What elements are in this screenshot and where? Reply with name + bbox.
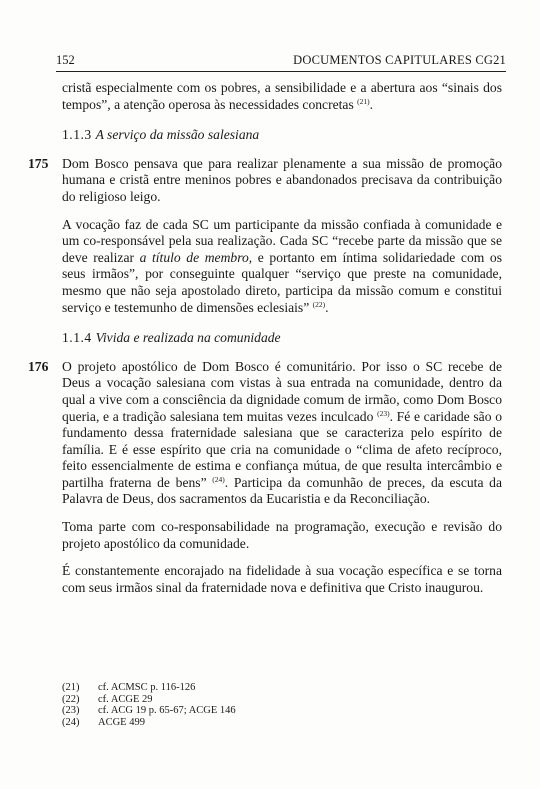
section-title: A serviço da missão salesiana (95, 127, 260, 143)
running-title: DOCUMENTOS CAPITULARES CG21 (293, 53, 506, 67)
section-heading (62, 330, 502, 347)
footnote-item (62, 717, 236, 729)
paragraph-text: e portanto em íntima solidariedade com os seus irmãos”, por conseguinte qualquer “serviço que preste na comunidade, mesmo que não seja apostolado direto, participa da missão comum e constitui serviço e testemunho de dimensões eclesiais” (62, 249, 502, 315)
footnote-text: cf. ACG 19 p. 65-67; ACGE 146 (98, 705, 236, 716)
paragraph-continued: cristã especialmente com os pobres, a sensibilidade e a abertura aos “sinais dos tempos”, a atenção operosa às necessidades concretas $^{(21)}$. (62, 80, 502, 112)
page-body (28, 80, 502, 607)
section-title: Vivida e realizada na comunidade (95, 330, 281, 346)
footnote-number: (23) (62, 705, 80, 716)
numbered-paragraph-176 (28, 358, 502, 508)
footnote-number: (24) (62, 716, 80, 728)
section-heading (62, 127, 502, 144)
page-number: 152 (56, 53, 75, 67)
paragraph-text: cristã especialmente com os pobres, a sensibilidade e a abertura aos “sinais dos tempos”, a atenção operosa às necessidades concretas (62, 80, 502, 112)
paragraph-text: . Fé e caridade são o fundamento dessa fraternidade salesiana que se caracteriza pelo espírito de família. E é esse espírito que cria na comunidade o “clima de afeto recíproco, feito essencialmente de estima e confiança mútua, de que resulta intercâmbio e partilha fraterna de bens” (62, 408, 502, 490)
section-number: 1.1.3 (62, 127, 92, 143)
footnote-ref: (23) (377, 408, 390, 418)
footnote-ref: (24) (212, 474, 225, 484)
paragraph-text: A vocação faz de cada SC um participante da missão confiada à comunidade e um co-responsável pela sua realização. Cada SC “recebe parte da missão que se deve realizar (62, 216, 502, 265)
paragraph-text: O projeto apostólico de Dom Bosco é comunitário. Por isso o SC recebe de Deus a vocação salesiana com vistas à sua entrada na comunidade, dentro da qual a vive com a consciência da dignidade comum de irmão, como Dom Bosco queria, e a tradição salesiana tem muitas vezes inculcado (62, 358, 502, 424)
paragraph-text: Dom Bosco pensava que para realizar plenamente a sua missão de promoção humana e cristã entre meninos pobres e abandonados precisava da contribuição do religioso leigo. (62, 155, 502, 204)
footnote-item (62, 705, 236, 717)
footnote-text: cf. ACGE 29 (98, 693, 153, 705)
footnotes (62, 682, 236, 728)
paragraph (62, 359, 502, 508)
footnote-item (62, 682, 236, 694)
footnote-ref: (22) (312, 299, 326, 309)
section-number: 1.1.4 (62, 330, 92, 346)
paragraph-text: . Participa da comunhão de preces, da escuta da Palavra de Deus, dos sacramentos da Eucaristia e da Reconciliação. (62, 474, 502, 507)
footnote-ref: (21) (357, 96, 370, 106)
footnote-number: (22) (62, 693, 80, 705)
paragraph: A vocação faz de cada SC um participante da missão confiada à comunidade e um co-responsável pela sua realização. Cada SC “recebe parte da missão que se deve realizar a título de membro, e portanto em íntima solidariedade com os seus irmãos”, por conseguinte qualquer “serviço que preste na comunidade, mesmo que não seja apostolado direto, participa da missão comum e constitui serviço e testemunho de dimensões eclesiais” $^{(22)}$. (62, 216, 502, 315)
footnote-text: cf. ACMSC p. 116-126 (98, 682, 196, 693)
italic-text: a título de membro, (139, 249, 253, 265)
paragraph-number: 176 (28, 358, 49, 374)
footnote-item (62, 694, 236, 706)
numbered-paragraph-175 (28, 155, 502, 206)
paragraph: É constantemente encorajado na fidelidade à sua vocação específica e se torna com seus irmãos sinal da fraternidade nova e definitiva que Cristo inaugurou. (62, 563, 502, 595)
footnote-number: (21) (62, 682, 80, 693)
page-header (56, 46, 506, 72)
paragraph: Toma parte com co-responsabilidade na programação, execução e revisão do projeto apostólico da comunidade. (62, 519, 502, 551)
footnote-text: ACGE 499 (98, 716, 145, 728)
paragraph-number: 175 (28, 155, 49, 171)
